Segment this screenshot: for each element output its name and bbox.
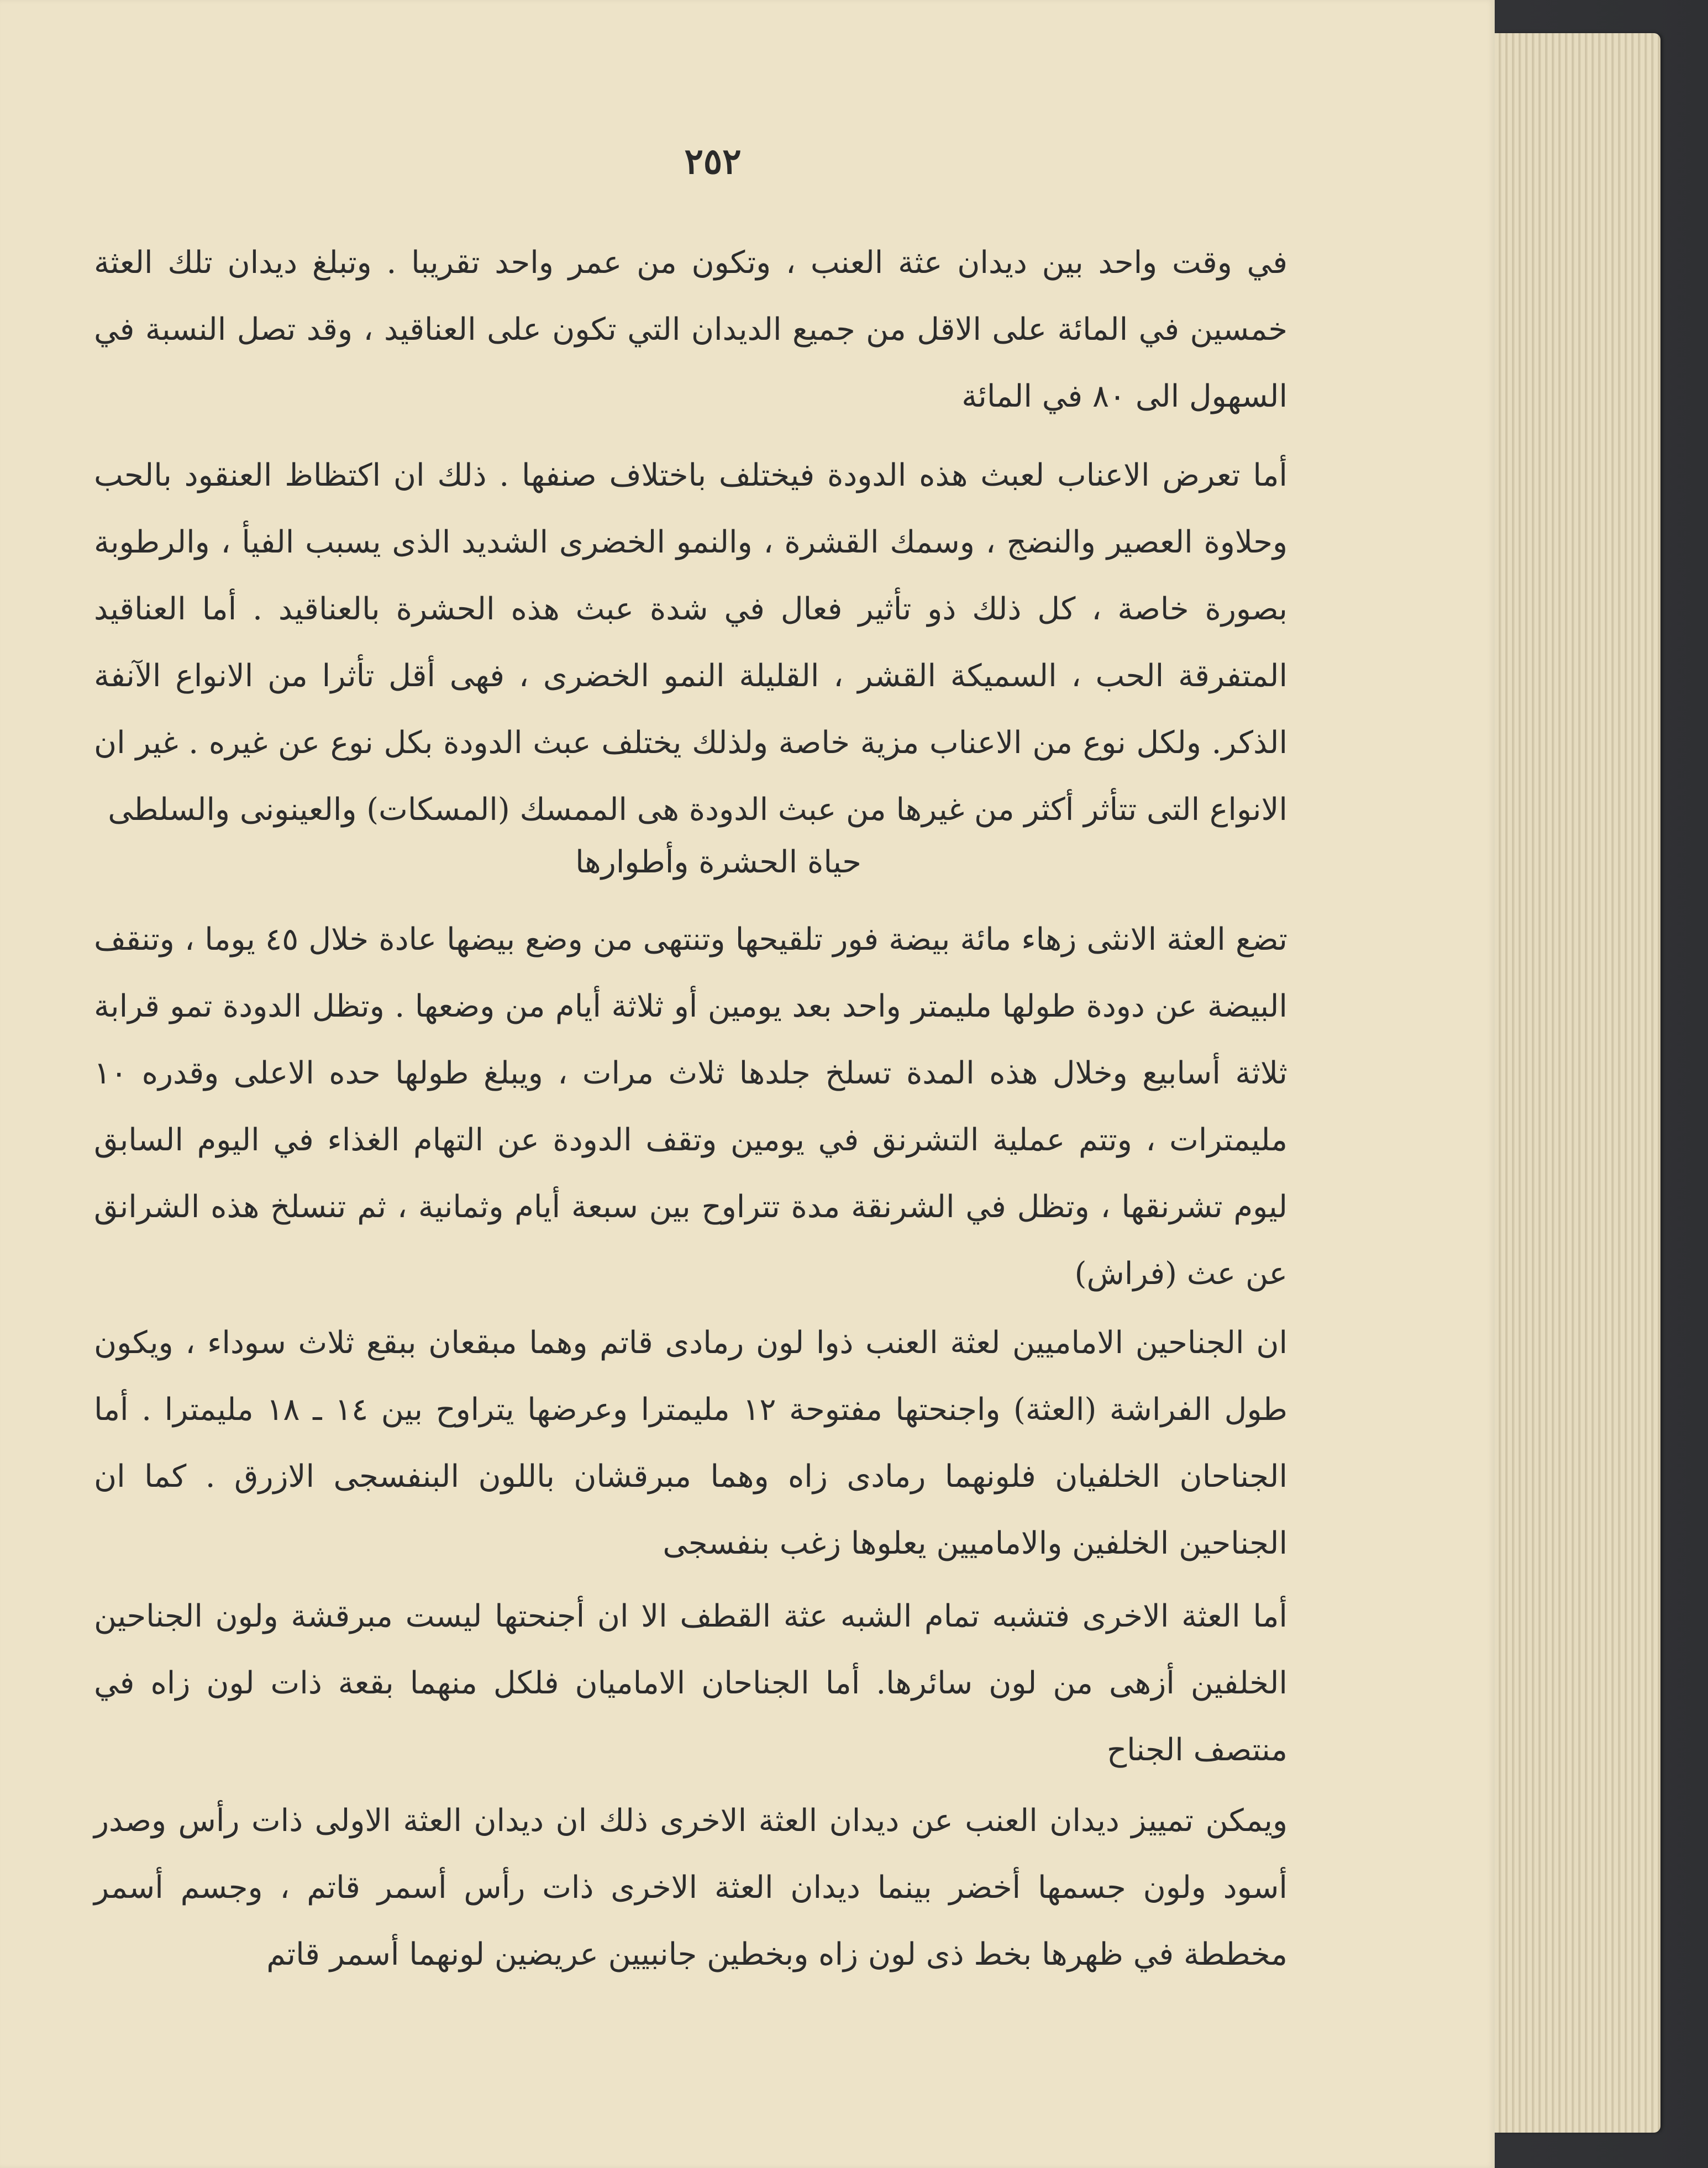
book-page-edges <box>1495 33 1660 2133</box>
paragraph-4: ان الجناحين الاماميين لعثة العنب ذوا لون رمادى قاتم وهما مبقعان ببقع ثلاث سوداء ، ويكون طول الفراشة (العثة) واجنحتها مفتوحة ١٢ مليمترا وعرضها يتراوح بين ١٤ ـ ١٨ مليمترا . أما الجناحان الخلفيان فلونهما رمادى زاه وهما مبرقشان باللون البنفسجى الازرق . كما ان الجناحين الخلفين والاماميين يعلوها زغب بنفسجى <box>94 1325 1287 1561</box>
paragraph-1: في وقت واحد بين ديدان عثة العنب ، وتكون من عمر واحد تقريبا . وتبلغ ديدان تلك العثة خمسين في المائة على الاقل من جميع الديدان التي تكون على العناقيد ، وقد تصل النسبة في السهول الى ٨٠ في المائة <box>94 245 1287 414</box>
paragraph-3: تضع العثة الانثى زهاء مائة بيضة فور تلقيحها وتنتهى من وضع بيضها عادة خلال ٤٥ يوما ، وتنقف البيضة عن دودة طولها مليمتر واحد بعد يومين أو ثلاثة أيام من وضعها . وتظل الدودة تمو قرابة ثلاثة أسابيع وخلال هذه المدة تسلخ جلدها ثلاث مرات ، ويبلغ طولها حده الاعلى وقدره ١٠ مليمترات ، وتتم عملية التشرنق في يومين وتقف الدودة عن التهام الغذاء في اليوم السابق ليوم تشرنقها ، وتظل في الشرنقة مدة تتراوح بين سبعة أيام وثمانية ، ثم تنسلخ هذه الشرانق عن عث (فراش) <box>94 922 1287 1292</box>
page-number: ٢٥٢ <box>684 141 742 182</box>
section-heading: حياة الحشرة وأطوارها <box>575 844 861 880</box>
paragraph-2: أما تعرض الاعناب لعبث هذه الدودة فيختلف باختلاف صنفها . ذلك ان اكتظاظ العنقود بالحب وحلاوة العصير والنضج ، وسمك القشرة ، والنمو الخضرى الشديد الذى يسبب الفيأ ، والرطوبة بصورة خاصة ، كل ذلك ذو تأثير فعال في شدة عبث هذه الحشرة بالعناقيد . أما العناقيد المتفرقة الحب ، السميكة القشر ، القليلة النمو الخضرى ، فهى أقل تأثرا من الانواع الآنفة الذكر. ولكل نوع من الاعناب مزية خاصة ولذلك يختلف عبث الدودة بكل نوع عن غيره . غير ان الانواع التى تتأثر أكثر من غيرها من عبث الدودة هى الممسك (المسكات) والعينونى والسلطى <box>94 457 1287 828</box>
paragraph-5: أما العثة الاخرى فتشبه تمام الشبه عثة القطف الا ان أجنحتها ليست مبرقشة ولون الجناحين الخلفين أزهى من لون سائرها. أما الجناحان الاماميان فلكل منهما بقعة ذات لون زاه في منتصف الجناح <box>94 1598 1287 1768</box>
paragraph-6: ويمكن تمييز ديدان العنب عن ديدان العثة الاخرى ذلك ان ديدان العثة الاولى ذات رأس وصدر أسود ولون جسمها أخضر بينما ديدان العثة الاخرى ذات رأس أسمر قاتم ، وجسم أسمر مخططة في ظهرها بخط ذى لون زاه وبخطين جانبيين عريضين لونهما أسمر قاتم <box>94 1803 1287 1972</box>
